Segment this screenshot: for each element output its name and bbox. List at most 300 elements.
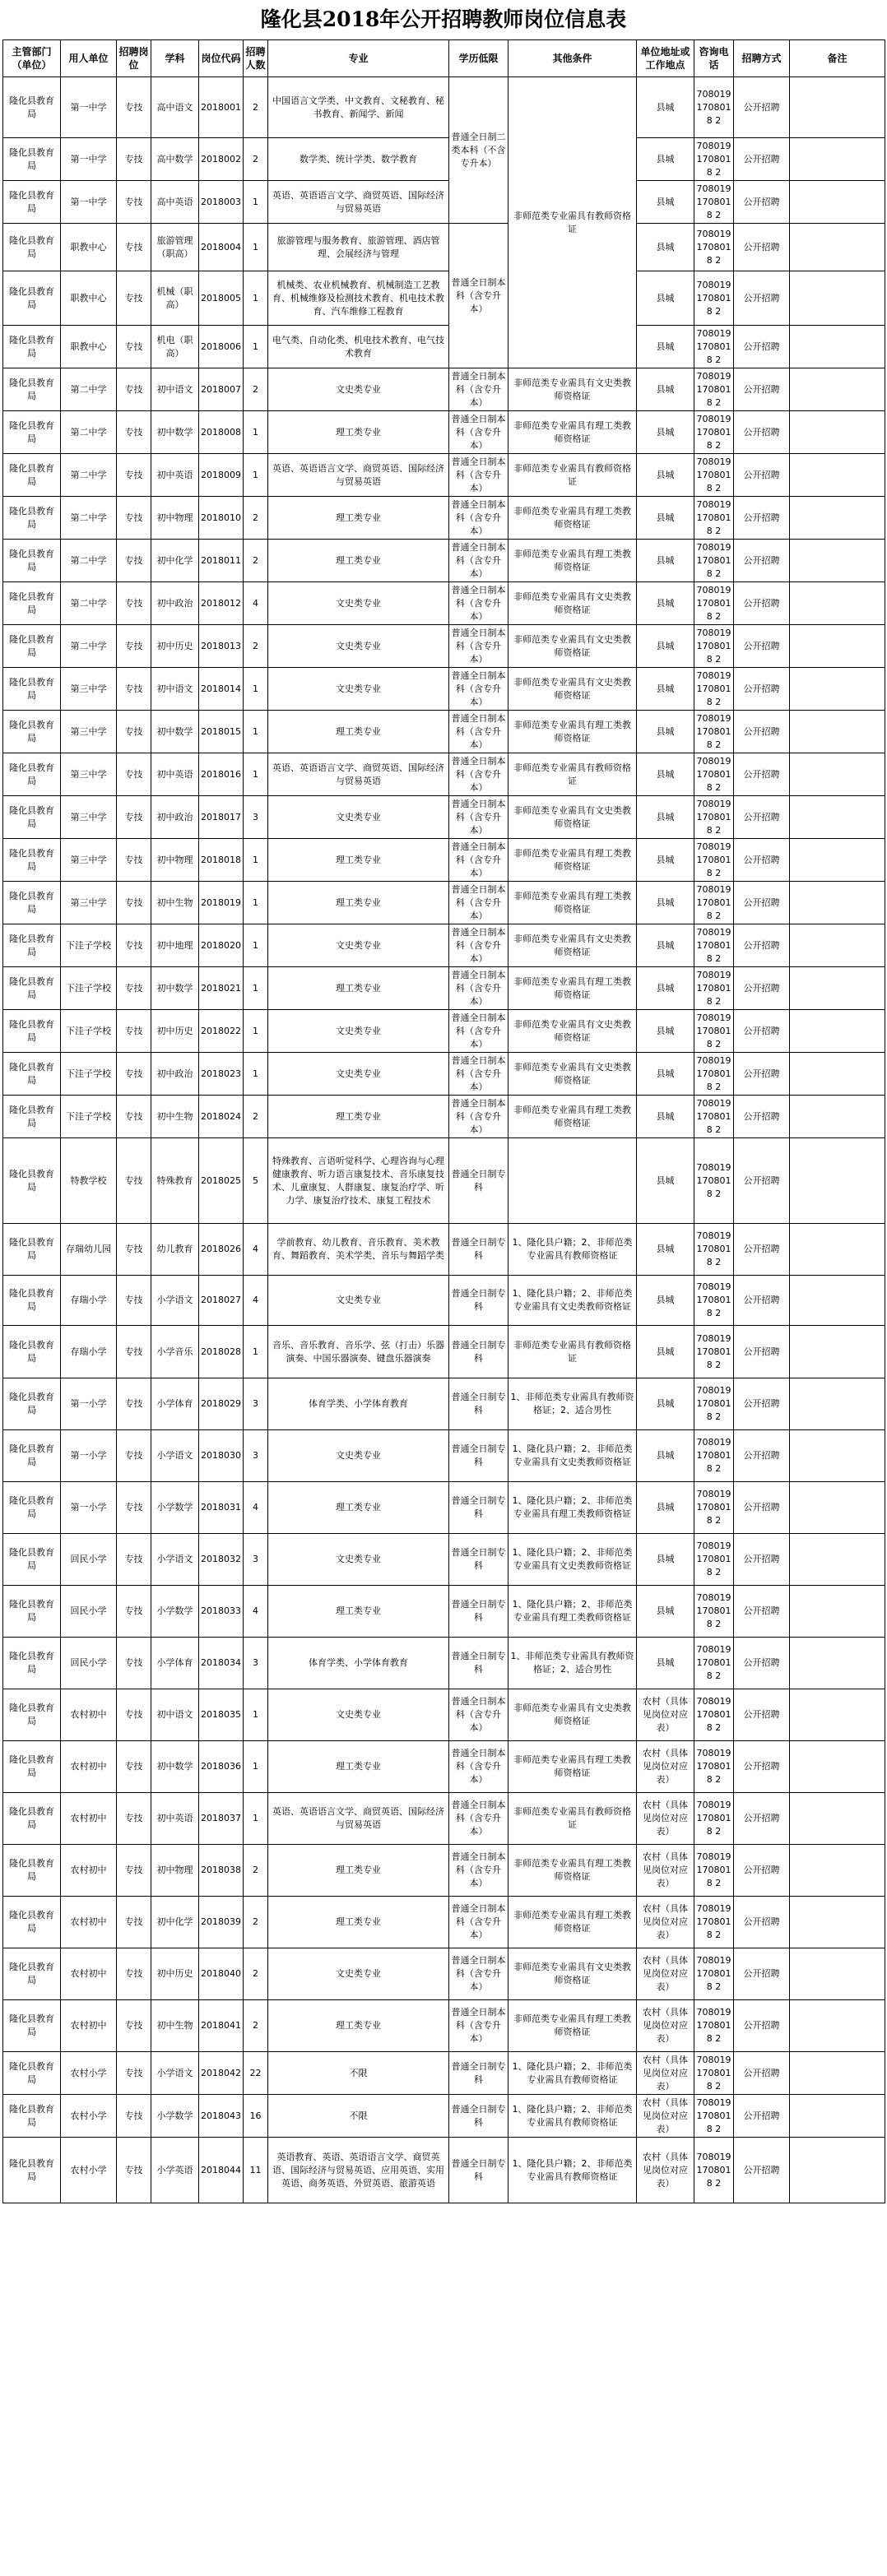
cell-other: 非师范类专业需具有文史类教师资格证: [509, 368, 637, 411]
table-row: [3, 1586, 885, 1638]
cell-code: 2018039: [199, 1897, 244, 1948]
cell-dept: 隆化县教育局: [3, 2095, 61, 2138]
cell-subject: 小学英语: [151, 2138, 199, 2203]
cell-unit: 第二中学: [61, 411, 117, 454]
cell-post: 专技: [117, 224, 151, 271]
cell-code: 2018023: [199, 1053, 244, 1096]
cell-other: 1、隆化县户籍；2、非师范类专业需具有教师资格证: [509, 2052, 637, 2095]
cell-dept: 隆化县教育局: [3, 497, 61, 540]
cell-loc: 县城: [637, 924, 694, 967]
cell-dept: 隆化县教育局: [3, 967, 61, 1010]
cell-major: 理工类专业: [268, 967, 449, 1010]
cell-phone: 7080191708018 2: [694, 540, 734, 582]
cell-major: 数学类、统计学类、数学教育: [268, 138, 449, 181]
cell-other: 非师范类专业需具有理工类教师资格证: [509, 1845, 637, 1897]
cell-edu: 普通全日制专科: [449, 2095, 509, 2138]
cell-loc: 县城: [637, 882, 694, 924]
cell-other: [509, 1138, 637, 1224]
cell-phone: 7080191708018 2: [694, 1276, 734, 1326]
cell-phone: 7080191708018 2: [694, 668, 734, 711]
cell-subject: 小学数学: [151, 1586, 199, 1638]
table-row: [3, 271, 885, 326]
cell-dept: 隆化县教育局: [3, 1897, 61, 1948]
cell-method: 公开招聘: [734, 1276, 790, 1326]
cell-count: 2: [244, 625, 268, 668]
cell-dept: 隆化县教育局: [3, 1138, 61, 1224]
column-header-loc: 单位地址或工作地点: [637, 40, 694, 77]
cell-note: [790, 224, 885, 271]
cell-note: [790, 1948, 885, 2000]
cell-count: 1: [244, 882, 268, 924]
cell-subject: 小学音乐: [151, 1326, 199, 1378]
cell-other: 非师范类专业需具有文史类教师资格证: [509, 582, 637, 625]
cell-edu: 普通全日制本科（含专升本）: [449, 1793, 509, 1845]
cell-major: 文史类专业: [268, 924, 449, 967]
cell-other: 1、隆化县户籍；2、非师范类专业需具有文史类教师资格证: [509, 1534, 637, 1586]
column-header-dept: 主管部门（单位）: [3, 40, 61, 77]
cell-edu: 普通全日制本科（含专升本）: [449, 582, 509, 625]
table-row: [3, 1897, 885, 1948]
cell-phone: 7080191708018 2: [694, 1586, 734, 1638]
cell-note: [790, 540, 885, 582]
cell-post: 专技: [117, 882, 151, 924]
cell-subject: 特殊教育: [151, 1138, 199, 1224]
cell-method: 公开招聘: [734, 540, 790, 582]
cell-code: 2018019: [199, 882, 244, 924]
cell-note: [790, 1586, 885, 1638]
column-header-other: 其他条件: [509, 40, 637, 77]
cell-note: [790, 1010, 885, 1053]
cell-method: 公开招聘: [734, 625, 790, 668]
cell-major: 理工类专业: [268, 1096, 449, 1138]
cell-phone: 7080191708018 2: [694, 1378, 734, 1430]
cell-note: [790, 1378, 885, 1430]
cell-unit: 农村小学: [61, 2052, 117, 2095]
cell-note: [790, 497, 885, 540]
cell-dept: 隆化县教育局: [3, 582, 61, 625]
cell-loc: 县城: [637, 1224, 694, 1276]
cell-other: 非师范类专业需具有理工类教师资格证: [509, 540, 637, 582]
cell-subject: 初中语文: [151, 668, 199, 711]
cell-method: 公开招聘: [734, 1741, 790, 1793]
cell-loc: 县城: [637, 1010, 694, 1053]
cell-loc: 县城: [637, 454, 694, 497]
cell-count: 1: [244, 411, 268, 454]
cell-count: 22: [244, 2052, 268, 2095]
cell-method: 公开招聘: [734, 138, 790, 181]
cell-edu: 普通全日制本科（含专升本）: [449, 1010, 509, 1053]
cell-note: [790, 582, 885, 625]
cell-phone: 7080191708018 2: [694, 839, 734, 882]
column-header-note: 备注: [790, 40, 885, 77]
cell-code: 2018012: [199, 582, 244, 625]
cell-count: 3: [244, 796, 268, 839]
cell-code: 2018027: [199, 1276, 244, 1326]
cell-major: 理工类专业: [268, 711, 449, 753]
cell-loc: 县城: [637, 411, 694, 454]
cell-unit: 回民小学: [61, 1534, 117, 1586]
cell-other: 非师范类专业需具有文史类教师资格证: [509, 924, 637, 967]
cell-edu: 普通全日制本科（含专升本）: [449, 924, 509, 967]
column-header-phone: 咨询电话: [694, 40, 734, 77]
cell-dept: 隆化县教育局: [3, 839, 61, 882]
column-header-subject: 学科: [151, 40, 199, 77]
cell-dept: 隆化县教育局: [3, 668, 61, 711]
cell-post: 专技: [117, 1741, 151, 1793]
cell-edu: 普通全日制本科（含专升本）: [449, 882, 509, 924]
cell-count: 1: [244, 711, 268, 753]
cell-count: 1: [244, 1010, 268, 1053]
table-row: [3, 711, 885, 753]
cell-code: 2018010: [199, 497, 244, 540]
cell-note: [790, 2052, 885, 2095]
cell-post: 专技: [117, 1378, 151, 1430]
cell-phone: 7080191708018 2: [694, 796, 734, 839]
cell-code: 2018038: [199, 1845, 244, 1897]
cell-post: 专技: [117, 1689, 151, 1741]
cell-code: 2018028: [199, 1326, 244, 1378]
cell-note: [790, 1276, 885, 1326]
cell-code: 2018037: [199, 1793, 244, 1845]
cell-post: 专技: [117, 138, 151, 181]
cell-other: 非师范类专业需具有文史类教师资格证: [509, 1053, 637, 1096]
cell-unit: 第二中学: [61, 582, 117, 625]
cell-loc: 农村（具体见岗位对应表）: [637, 2138, 694, 2203]
cell-phone: 7080191708018 2: [694, 711, 734, 753]
table-header-row: [3, 40, 885, 77]
cell-subject: 高中语文: [151, 77, 199, 138]
cell-note: [790, 326, 885, 368]
cell-other: 非师范类专业需具有文史类教师资格证: [509, 668, 637, 711]
cell-subject: 小学数学: [151, 1482, 199, 1534]
cell-subject: 初中数学: [151, 411, 199, 454]
cell-code: 2018001: [199, 77, 244, 138]
cell-loc: 县城: [637, 711, 694, 753]
cell-count: 1: [244, 753, 268, 796]
cell-edu: 普通全日制本科（含专升本）: [449, 368, 509, 411]
cell-dept: 隆化县教育局: [3, 924, 61, 967]
cell-other: 非师范类专业需具有理工类教师资格证: [509, 1897, 637, 1948]
cell-method: 公开招聘: [734, 1638, 790, 1689]
cell-note: [790, 181, 885, 224]
cell-dept: 隆化县教育局: [3, 711, 61, 753]
cell-major: 文史类专业: [268, 796, 449, 839]
cell-unit: 下洼子学校: [61, 1096, 117, 1138]
cell-other: 非师范类专业需具有理工类教师资格证: [509, 711, 637, 753]
cell-count: 4: [244, 1224, 268, 1276]
cell-post: 专技: [117, 1482, 151, 1534]
cell-major: 中国语言文学类、中文教育、文秘教育、秘书教育、新闻学、新闻: [268, 77, 449, 138]
cell-major: 英语、英语语言文学、商贸英语、国际经济与贸易英语: [268, 1793, 449, 1845]
cell-unit: 农村初中: [61, 1897, 117, 1948]
table-row: [3, 1534, 885, 1586]
cell-edu: 普通全日制专科: [449, 1378, 509, 1430]
cell-code: 2018043: [199, 2095, 244, 2138]
cell-dept: 隆化县教育局: [3, 454, 61, 497]
cell-subject: 初中英语: [151, 454, 199, 497]
cell-note: [790, 625, 885, 668]
table-row: [3, 1793, 885, 1845]
table-row: [3, 1948, 885, 2000]
cell-method: 公开招聘: [734, 1793, 790, 1845]
cell-major: 英语、英语语言文学、商贸英语、国际经济与贸易英语: [268, 753, 449, 796]
cell-code: 2018034: [199, 1638, 244, 1689]
cell-unit: 存瑞幼儿园: [61, 1224, 117, 1276]
cell-post: 专技: [117, 1534, 151, 1586]
cell-count: 1: [244, 1326, 268, 1378]
cell-other: 非师范类专业需具有文史类教师资格证: [509, 1010, 637, 1053]
cell-count: 2: [244, 77, 268, 138]
cell-phone: 7080191708018 2: [694, 1482, 734, 1534]
table-row: [3, 326, 885, 368]
cell-code: 2018022: [199, 1010, 244, 1053]
cell-method: 公开招聘: [734, 2000, 790, 2052]
table-body: [3, 77, 885, 2203]
cell-loc: 县城: [637, 138, 694, 181]
cell-phone: 7080191708018 2: [694, 1638, 734, 1689]
cell-post: 专技: [117, 1948, 151, 2000]
cell-major: 文史类专业: [268, 1948, 449, 2000]
cell-code: 2018044: [199, 2138, 244, 2203]
cell-subject: 幼儿教育: [151, 1224, 199, 1276]
cell-loc: 县城: [637, 368, 694, 411]
cell-note: [790, 1689, 885, 1741]
cell-method: 公开招聘: [734, 1534, 790, 1586]
cell-dept: 隆化县教育局: [3, 224, 61, 271]
cell-note: [790, 1534, 885, 1586]
cell-unit: 第二中学: [61, 368, 117, 411]
cell-major: 不限: [268, 2052, 449, 2095]
cell-note: [790, 1741, 885, 1793]
cell-post: 专技: [117, 454, 151, 497]
cell-subject: 初中物理: [151, 497, 199, 540]
cell-other: 非师范类专业需具有理工类教师资格证: [509, 1096, 637, 1138]
cell-code: 2018042: [199, 2052, 244, 2095]
cell-unit: 第一中学: [61, 138, 117, 181]
cell-count: 1: [244, 1793, 268, 1845]
cell-edu: 普通全日制本科（含专升本）: [449, 967, 509, 1010]
cell-unit: 回民小学: [61, 1638, 117, 1689]
cell-edu: 普通全日制本科（含专升本）: [449, 1053, 509, 1096]
cell-loc: 农村（具体见岗位对应表）: [637, 1741, 694, 1793]
cell-edu: 普通全日制专科: [449, 1326, 509, 1378]
cell-note: [790, 1482, 885, 1534]
cell-unit: 第一中学: [61, 77, 117, 138]
cell-loc: 县城: [637, 540, 694, 582]
cell-count: 1: [244, 271, 268, 326]
cell-major: 理工类专业: [268, 1741, 449, 1793]
cell-note: [790, 2095, 885, 2138]
cell-dept: 隆化县教育局: [3, 1482, 61, 1534]
cell-method: 公开招聘: [734, 1053, 790, 1096]
cell-note: [790, 1138, 885, 1224]
cell-post: 专技: [117, 2138, 151, 2203]
cell-post: 专技: [117, 1430, 151, 1482]
cell-count: 4: [244, 1586, 268, 1638]
cell-subject: 初中政治: [151, 582, 199, 625]
cell-method: 公开招聘: [734, 839, 790, 882]
column-header-count: 招聘人数: [244, 40, 268, 77]
cell-phone: 7080191708018 2: [694, 1948, 734, 2000]
cell-edu: 普通全日制本科（含专升本）: [449, 1689, 509, 1741]
cell-count: 1: [244, 224, 268, 271]
cell-phone: 7080191708018 2: [694, 1326, 734, 1378]
cell-post: 专技: [117, 967, 151, 1010]
cell-loc: 县城: [637, 1276, 694, 1326]
cell-other: 1、隆化县户籍；2、非师范类专业需具有理工类教师资格证: [509, 1482, 637, 1534]
cell-loc: 县城: [637, 668, 694, 711]
cell-loc: 县城: [637, 1482, 694, 1534]
cell-subject: 初中生物: [151, 2000, 199, 2052]
cell-loc: 县城: [637, 181, 694, 224]
cell-loc: 县城: [637, 839, 694, 882]
cell-loc: 农村（具体见岗位对应表）: [637, 1948, 694, 2000]
cell-method: 公开招聘: [734, 582, 790, 625]
positions-table: [2, 39, 885, 2203]
cell-method: 公开招聘: [734, 224, 790, 271]
cell-major: 理工类专业: [268, 2000, 449, 2052]
cell-other: 非师范类专业需具有文史类教师资格证: [509, 1948, 637, 2000]
cell-loc: 县城: [637, 1638, 694, 1689]
cell-loc: 农村（具体见岗位对应表）: [637, 2052, 694, 2095]
cell-dept: 隆化县教育局: [3, 1741, 61, 1793]
cell-post: 专技: [117, 1845, 151, 1897]
cell-code: 2018041: [199, 2000, 244, 2052]
cell-loc: 县城: [637, 1430, 694, 1482]
cell-method: 公开招聘: [734, 368, 790, 411]
cell-loc: 农村（具体见岗位对应表）: [637, 1793, 694, 1845]
cell-code: 2018024: [199, 1096, 244, 1138]
cell-phone: 7080191708018 2: [694, 1053, 734, 1096]
cell-method: 公开招聘: [734, 2052, 790, 2095]
cell-count: 2: [244, 368, 268, 411]
cell-count: 1: [244, 454, 268, 497]
cell-note: [790, 967, 885, 1010]
cell-major: 旅游管理与服务教育、旅游管理、酒店管理、会展经济与管理: [268, 224, 449, 271]
cell-dept: 隆化县教育局: [3, 1689, 61, 1741]
cell-count: 2: [244, 1096, 268, 1138]
cell-post: 专技: [117, 1010, 151, 1053]
cell-major: 学前教育、幼儿教育、音乐教育、美术教育、舞蹈教育、美术学类、音乐与舞蹈学类: [268, 1224, 449, 1276]
cell-loc: 县城: [637, 1534, 694, 1586]
cell-dept: 隆化县教育局: [3, 1430, 61, 1482]
cell-other: 非师范类专业需具有教师资格证: [509, 454, 637, 497]
cell-major: 理工类专业: [268, 839, 449, 882]
cell-dept: 隆化县教育局: [3, 1224, 61, 1276]
cell-major: 理工类专业: [268, 497, 449, 540]
cell-edu: 普通全日制本科（含专升本）: [449, 668, 509, 711]
cell-unit: 职教中心: [61, 326, 117, 368]
cell-other: 1、非师范类专业需具有教师资格证；2、适合男性: [509, 1378, 637, 1430]
cell-post: 专技: [117, 2000, 151, 2052]
table-row: [3, 1224, 885, 1276]
cell-post: 专技: [117, 2052, 151, 2095]
cell-edu: 普通全日制本科（含专升本）: [449, 411, 509, 454]
cell-note: [790, 1224, 885, 1276]
cell-method: 公开招聘: [734, 271, 790, 326]
cell-code: 2018026: [199, 1224, 244, 1276]
cell-note: [790, 1053, 885, 1096]
cell-dept: 隆化县教育局: [3, 368, 61, 411]
cell-other: 非师范类专业需具有教师资格证: [509, 1793, 637, 1845]
cell-dept: 隆化县教育局: [3, 625, 61, 668]
cell-code: 2018021: [199, 967, 244, 1010]
cell-code: 2018025: [199, 1138, 244, 1224]
cell-method: 公开招聘: [734, 1096, 790, 1138]
cell-other: 非师范类专业需具有理工类教师资格证: [509, 839, 637, 882]
cell-method: 公开招聘: [734, 2138, 790, 2203]
cell-unit: 存瑞小学: [61, 1276, 117, 1326]
cell-post: 专技: [117, 1224, 151, 1276]
column-header-unit: 用人单位: [61, 40, 117, 77]
cell-note: [790, 668, 885, 711]
cell-code: 2018004: [199, 224, 244, 271]
cell-other: 1、隆化县户籍；2、非师范类专业需具有教师资格证: [509, 2138, 637, 2203]
cell-loc: 县城: [637, 1326, 694, 1378]
cell-phone: 7080191708018 2: [694, 326, 734, 368]
cell-phone: 7080191708018 2: [694, 497, 734, 540]
cell-unit: 第一小学: [61, 1378, 117, 1430]
cell-count: 1: [244, 326, 268, 368]
cell-note: [790, 1096, 885, 1138]
cell-unit: 第三中学: [61, 711, 117, 753]
cell-post: 专技: [117, 1138, 151, 1224]
cell-code: 2018020: [199, 924, 244, 967]
cell-dept: 隆化县教育局: [3, 1638, 61, 1689]
table-row: [3, 882, 885, 924]
cell-dept: 隆化县教育局: [3, 2138, 61, 2203]
cell-subject: 初中数学: [151, 711, 199, 753]
cell-post: 专技: [117, 796, 151, 839]
column-header-code: 岗位代码: [199, 40, 244, 77]
cell-count: 2: [244, 1948, 268, 2000]
cell-count: 1: [244, 668, 268, 711]
cell-count: 2: [244, 138, 268, 181]
cell-phone: 7080191708018 2: [694, 625, 734, 668]
cell-count: 4: [244, 1276, 268, 1326]
cell-major: 体育学类、小学体育教育: [268, 1638, 449, 1689]
table-row: [3, 1482, 885, 1534]
cell-count: 1: [244, 924, 268, 967]
cell-unit: 第三中学: [61, 753, 117, 796]
cell-count: 3: [244, 1378, 268, 1430]
cell-edu: 普通全日制专科: [449, 1586, 509, 1638]
cell-dept: 隆化县教育局: [3, 882, 61, 924]
cell-other: 非师范类专业需具有理工类教师资格证: [509, 1741, 637, 1793]
table-row: [3, 540, 885, 582]
cell-count: 4: [244, 582, 268, 625]
cell-post: 专技: [117, 1793, 151, 1845]
cell-method: 公开招聘: [734, 1378, 790, 1430]
cell-method: 公开招聘: [734, 668, 790, 711]
cell-dept: 隆化县教育局: [3, 1326, 61, 1378]
cell-code: 2018013: [199, 625, 244, 668]
cell-major: 机械类、农业机械教育、机械制造工艺教育、机械维修及检测技术教育、机电技术教育、汽车维修工程教育: [268, 271, 449, 326]
cell-phone: 7080191708018 2: [694, 271, 734, 326]
cell-note: [790, 1897, 885, 1948]
table-row: [3, 1096, 885, 1138]
cell-loc: 县城: [637, 796, 694, 839]
cell-loc: 县城: [637, 1053, 694, 1096]
cell-other: 非师范类专业需具有教师资格证: [509, 77, 637, 368]
cell-dept: 隆化县教育局: [3, 1276, 61, 1326]
cell-dept: 隆化县教育局: [3, 411, 61, 454]
cell-code: 2018014: [199, 668, 244, 711]
cell-note: [790, 1326, 885, 1378]
cell-code: 2018029: [199, 1378, 244, 1430]
cell-other: 非师范类专业需具有理工类教师资格证: [509, 2000, 637, 2052]
cell-code: 2018008: [199, 411, 244, 454]
